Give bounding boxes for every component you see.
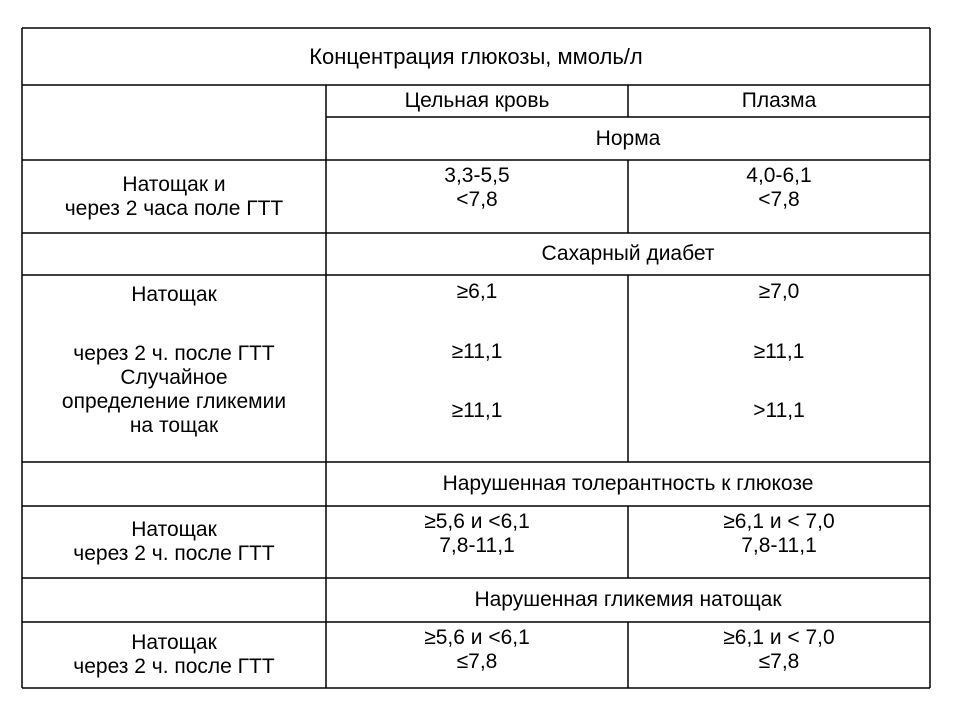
cell-norm-plasma: 4,0-6,1 <7,8 xyxy=(746,164,812,211)
section-heading-diabetes: Сахарный диабет xyxy=(541,242,715,265)
cell-diabetes-whole-blood: ≥6,1 ≥11,1 ≥11,1 xyxy=(451,280,503,422)
row-label-diabetes: Натощак через 2 ч. после ГТТ Случайное определение гликемии на тощак xyxy=(61,283,287,437)
cell-impaired-fasting-glycemia-whole-blood: ≥5,6 и <6,1 ≤7,8 xyxy=(424,626,530,673)
row-label-impaired-tolerance: Натощак через 2 ч. после ГТТ xyxy=(73,518,275,565)
section-heading-impaired-fasting-glycemia: Нарушенная гликемия натощак xyxy=(474,588,782,611)
table-title: Концентрация глюкозы, ммоль/л xyxy=(309,43,643,69)
cell-impaired-tolerance-whole-blood: ≥5,6 и <6,1 7,8-11,1 xyxy=(424,510,530,557)
column-header-plasma: Плазма xyxy=(741,89,817,112)
cell-impaired-tolerance-plasma: ≥6,1 и < 7,0 7,8-11,1 xyxy=(723,510,835,557)
cell-diabetes-plasma: ≥7,0 ≥11,1 >11,1 xyxy=(753,280,805,422)
row-label-norm: Натощак и через 2 часа поле ГТТ xyxy=(64,172,284,220)
section-heading-norm: Норма xyxy=(595,126,661,150)
section-heading-impaired-tolerance: Нарушенная толерантность к глюкозе xyxy=(442,472,814,495)
cell-norm-whole-blood: 3,3-5,5 <7,8 xyxy=(444,164,510,211)
cell-impaired-fasting-glycemia-plasma: ≥6,1 и < 7,0 ≤7,8 xyxy=(723,626,835,673)
row-label-impaired-fasting-glycemia: Натощак через 2 ч. после ГТТ xyxy=(73,631,275,678)
column-header-whole-blood: Цельная кровь xyxy=(404,89,550,112)
